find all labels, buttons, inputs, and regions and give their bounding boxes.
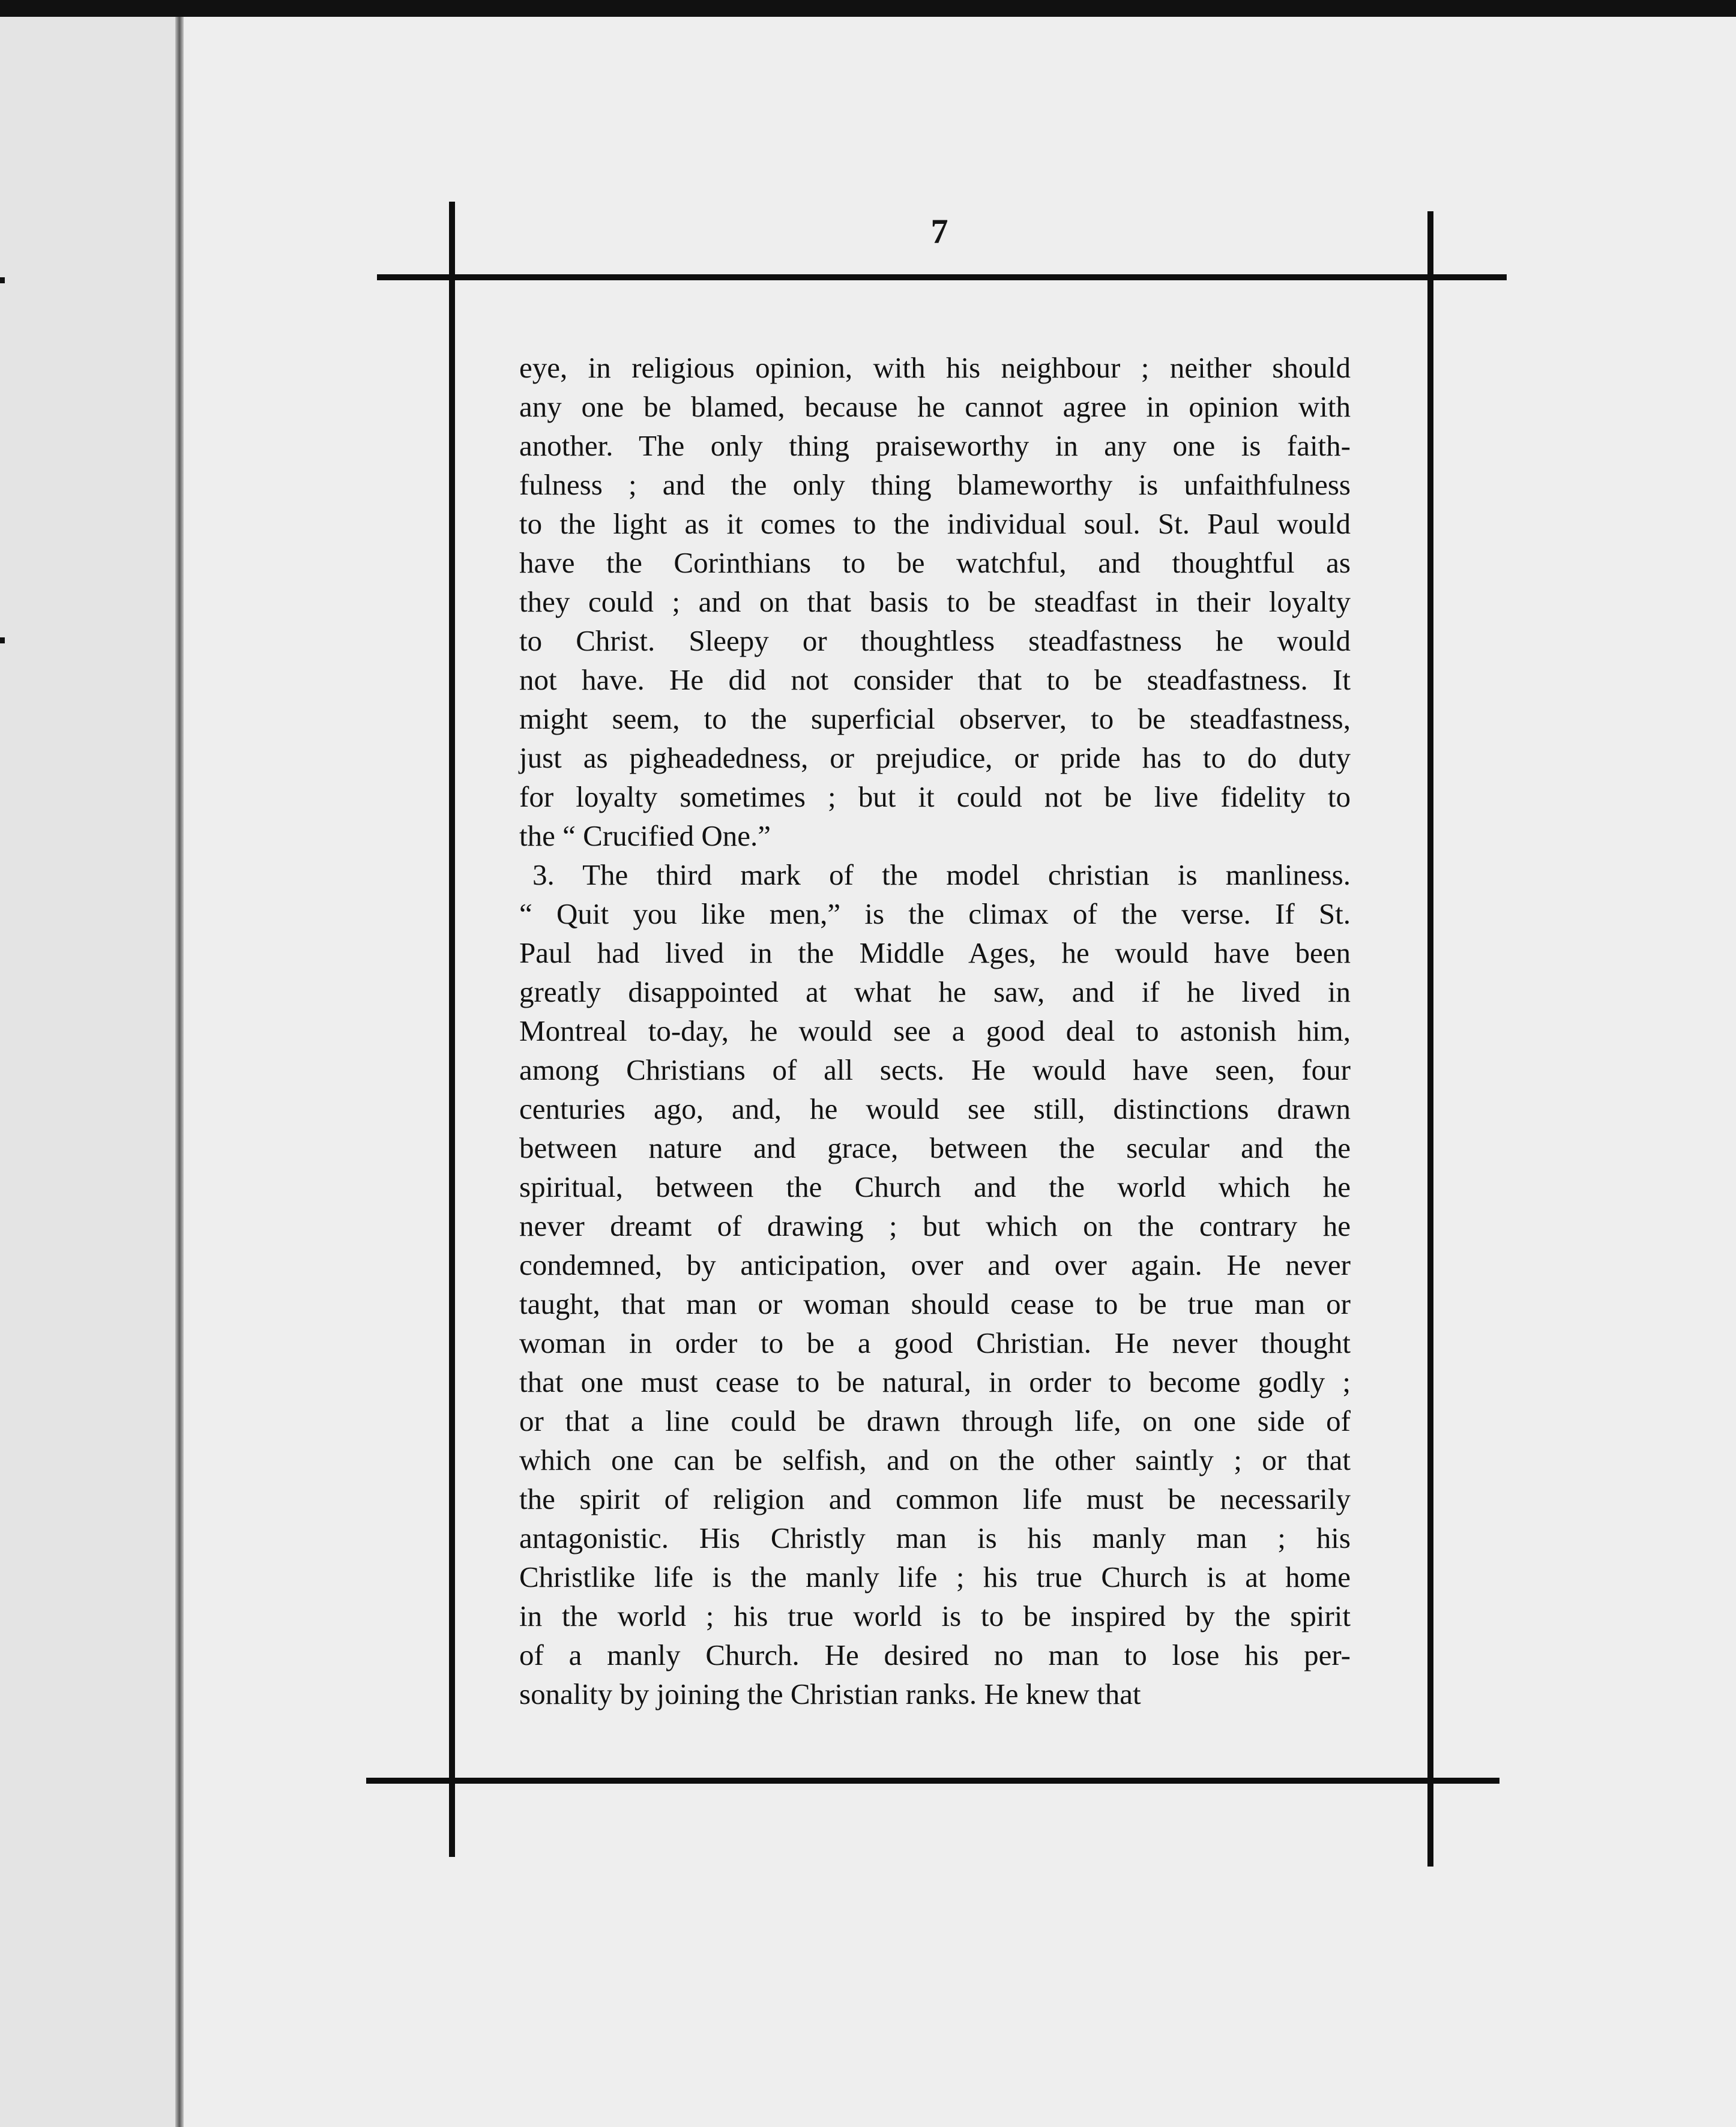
text-line: another. The only thing praiseworthy in any one is faith- [519,429,1351,462]
text-line: eye, in religious opinion, with his neighbour ; neither should [519,351,1351,384]
frame-left-rule [449,202,455,1857]
text-line: to the light as it comes to the individual soul. St. Paul would [519,507,1351,540]
text-line: any one be blamed, because he cannot agree in opinion with [519,390,1351,423]
text-line: never dreamt of drawing ; but which on the contrary he [519,1209,1351,1242]
text-line: just as pigheadedness, or prejudice, or pride has to do duty [519,741,1351,774]
text-line: the “ Crucified One.” [519,819,771,852]
text-line: fulness ; and the only thing blameworthy is unfaithfulness [519,468,1351,501]
text-line: taught, that man or woman should cease to be true man or [519,1287,1351,1320]
text-line: Christlike life is the manly life ; his true Church is at home [519,1560,1351,1593]
scan-top-border [0,0,1736,17]
scan-speck [0,637,5,643]
text-line: condemned, by anticipation, over and over again. He never [519,1248,1351,1281]
text-line: woman in order to be a good Christian. He never thought [519,1326,1351,1359]
text-line: sonality by joining the Christian ranks. He knew that [519,1677,1141,1710]
text-line: that one must cease to be natural, in order to become godly ; [519,1365,1351,1398]
text-line: spiritual, between the Church and the world which he [519,1170,1351,1203]
text-line: which one can be selfish, and on the other saintly ; or that [519,1443,1351,1476]
text-line: among Christians of all sects. He would have seen, four [519,1053,1351,1086]
text-line: might seem, to the superficial observer, to be steadfastness, [519,702,1351,735]
text-line: to Christ. Sleepy or thoughtless steadfastness he would [519,624,1351,657]
text-line: have the Corinthians to be watchful, and thoughtful as [519,546,1351,579]
body-text [519,348,1351,1713]
text-line: Montreal to-day, he would see a good deal to astonish him, [519,1014,1351,1047]
text-line: antagonistic. His Christly man is his manly man ; his [519,1521,1351,1554]
text-line: or that a line could be drawn through life, on one side of [519,1404,1351,1437]
text-line: in the world ; his true world is to be inspired by the spirit [519,1599,1351,1632]
text-line: of a manly Church. He desired no man to lose his per- [519,1638,1351,1671]
text-line: 3. The third mark of the model christian is manliness. [532,858,1351,891]
text-line: greatly disappointed at what he saw, and if he lived in [519,975,1351,1008]
book-gutter [175,17,184,2127]
text-line: centuries ago, and, he would see still, distinctions drawn [519,1092,1351,1125]
text-line: “ Quit you like men,” is the climax of the verse. If St. [519,897,1351,930]
page-number: 7 [930,212,948,251]
text-line: the spirit of religion and common life must be necessarily [519,1482,1351,1515]
text-line: for loyalty sometimes ; but it could not be live fidelity to [519,780,1351,813]
frame-top-rule [377,274,1507,280]
scan-speck [0,277,5,283]
left-page [0,17,180,2127]
text-line: between nature and grace, between the secular and the [519,1131,1351,1164]
frame-bottom-rule [366,1778,1499,1784]
frame-right-rule [1427,211,1433,1867]
text-line: not have. He did not consider that to be steadfastness. It [519,663,1351,696]
text-line: they could ; and on that basis to be steadfast in their loyalty [519,585,1351,618]
text-line: Paul had lived in the Middle Ages, he would have been [519,936,1351,969]
